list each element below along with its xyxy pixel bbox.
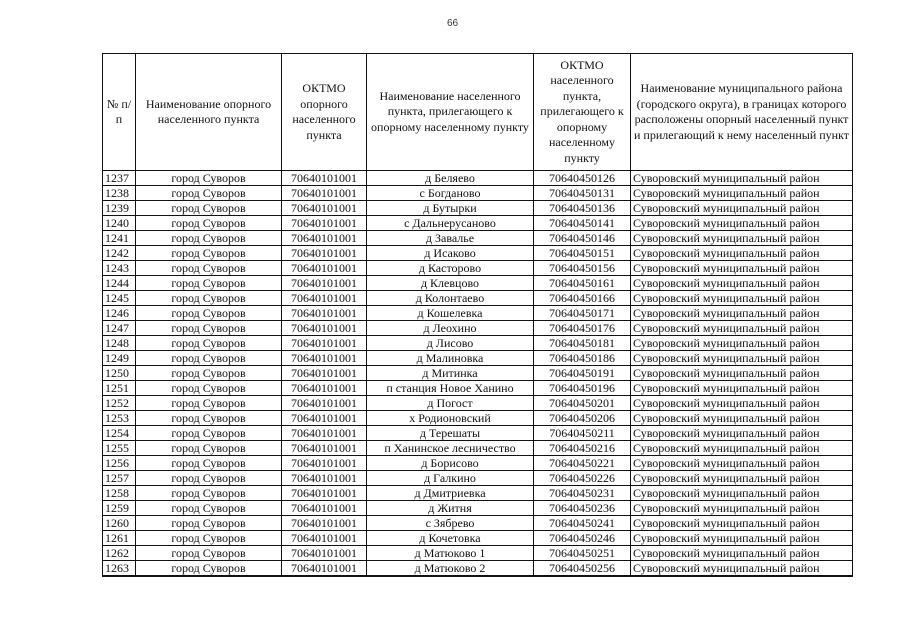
cell-hub-oktmo: 70640101001 [282,501,367,516]
cell-adjacent-name: д Кошелевка [367,306,534,321]
cell-adjacent-oktmo: 70640450146 [534,231,631,246]
cell-adjacent-oktmo: 70640450176 [534,321,631,336]
cell-hub-name: город Суворов [136,231,282,246]
cell-hub-name: город Суворов [136,561,282,577]
cell-municipality: Суворовский муниципальный район [631,276,853,291]
cell-hub-name: город Суворов [136,516,282,531]
cell-hub-name: город Суворов [136,456,282,471]
cell-hub-oktmo: 70640101001 [282,411,367,426]
cell-adjacent-name: д Исаково [367,246,534,261]
cell-hub-oktmo: 70640101001 [282,261,367,276]
cell-adjacent-oktmo: 70640450191 [534,366,631,381]
cell-hub-oktmo: 70640101001 [282,216,367,231]
cell-adjacent-name: д Малиновка [367,351,534,366]
cell-hub-oktmo: 70640101001 [282,516,367,531]
cell-num: 1240 [103,216,136,231]
table-row [103,486,853,501]
cell-adjacent-name: п станция Новое Ханино [367,381,534,396]
cell-municipality: Суворовский муниципальный район [631,351,853,366]
cell-num: 1237 [103,171,136,186]
cell-hub-name: город Суворов [136,291,282,306]
cell-municipality: Суворовский муниципальный район [631,531,853,546]
cell-num: 1243 [103,261,136,276]
cell-num: 1239 [103,201,136,216]
cell-municipality: Суворовский муниципальный район [631,471,853,486]
cell-adjacent-oktmo: 70640450251 [534,546,631,561]
cell-hub-oktmo: 70640101001 [282,276,367,291]
cell-hub-name: город Суворов [136,186,282,201]
cell-adjacent-oktmo: 70640450161 [534,276,631,291]
header-municipality: Наименование муниципального района (городского округа), в границах которого расположены опорный населенный пункт и прилегающий к нему населенный пункт [631,54,853,171]
cell-adjacent-oktmo: 70640450211 [534,426,631,441]
table-row [103,336,853,351]
table-row [103,321,853,336]
cell-hub-name: город Суворов [136,531,282,546]
header-hub-oktmo: ОКТМО опорного населенного пункта [282,54,367,171]
table-row [103,291,853,306]
table-row [103,246,853,261]
table-row [103,351,853,366]
cell-hub-oktmo: 70640101001 [282,426,367,441]
table-row [103,171,853,186]
cell-adjacent-oktmo: 70640450221 [534,456,631,471]
cell-adjacent-name: д Погост [367,396,534,411]
cell-adjacent-oktmo: 70640450231 [534,486,631,501]
cell-num: 1252 [103,396,136,411]
cell-adjacent-oktmo: 70640450166 [534,291,631,306]
cell-num: 1263 [103,561,136,577]
cell-num: 1245 [103,291,136,306]
cell-adjacent-oktmo: 70640450201 [534,396,631,411]
cell-adjacent-name: д Житня [367,501,534,516]
cell-hub-oktmo: 70640101001 [282,201,367,216]
cell-num: 1255 [103,441,136,456]
cell-hub-name: город Суворов [136,201,282,216]
cell-municipality: Суворовский муниципальный район [631,186,853,201]
cell-adjacent-name: д Матюково 2 [367,561,534,577]
cell-hub-name: город Суворов [136,171,282,186]
cell-adjacent-oktmo: 70640450236 [534,501,631,516]
cell-hub-oktmo: 70640101001 [282,231,367,246]
table-row [103,531,853,546]
cell-num: 1250 [103,366,136,381]
table-row [103,276,853,291]
cell-num: 1262 [103,546,136,561]
cell-municipality: Суворовский муниципальный район [631,366,853,381]
cell-hub-name: город Суворов [136,396,282,411]
cell-hub-oktmo: 70640101001 [282,471,367,486]
table-row [103,231,853,246]
cell-num: 1259 [103,501,136,516]
cell-adjacent-name: д Лисово [367,336,534,351]
cell-num: 1257 [103,471,136,486]
cell-municipality: Суворовский муниципальный район [631,171,853,186]
cell-hub-name: город Суворов [136,351,282,366]
header-adjacent-name: Наименование населенного пункта, прилегающего к опорному населенному пункту [367,54,534,171]
cell-adjacent-oktmo: 70640450206 [534,411,631,426]
table-row [103,216,853,231]
cell-adjacent-oktmo: 70640450131 [534,186,631,201]
cell-adjacent-name: с Зябрево [367,516,534,531]
cell-adjacent-name: д Беляево [367,171,534,186]
cell-hub-name: город Суворов [136,486,282,501]
cell-num: 1256 [103,456,136,471]
cell-adjacent-name: д Матюково 1 [367,546,534,561]
header-hub-name: Наименование опорного населенного пункта [136,54,282,171]
table-row [103,366,853,381]
cell-municipality: Суворовский муниципальный район [631,561,853,577]
cell-adjacent-oktmo: 70640450126 [534,171,631,186]
cell-adjacent-oktmo: 70640450226 [534,471,631,486]
cell-num: 1261 [103,531,136,546]
cell-municipality: Суворовский муниципальный район [631,246,853,261]
cell-hub-oktmo: 70640101001 [282,546,367,561]
cell-adjacent-name: с Богданово [367,186,534,201]
header-num: № п/п [103,54,136,171]
cell-adjacent-oktmo: 70640450181 [534,336,631,351]
table-row [103,516,853,531]
cell-municipality: Суворовский муниципальный район [631,411,853,426]
cell-municipality: Суворовский муниципальный район [631,216,853,231]
cell-num: 1258 [103,486,136,501]
cell-municipality: Суворовский муниципальный район [631,486,853,501]
cell-hub-oktmo: 70640101001 [282,561,367,577]
cell-num: 1260 [103,516,136,531]
cell-adjacent-oktmo: 70640450241 [534,516,631,531]
cell-hub-name: город Суворов [136,426,282,441]
table-row [103,546,853,561]
cell-num: 1249 [103,351,136,366]
cell-hub-oktmo: 70640101001 [282,336,367,351]
cell-adjacent-name: д Терешаты [367,426,534,441]
cell-municipality: Суворовский муниципальный район [631,546,853,561]
cell-num: 1247 [103,321,136,336]
cell-adjacent-name: д Леохино [367,321,534,336]
cell-adjacent-oktmo: 70640450246 [534,531,631,546]
cell-hub-name: город Суворов [136,381,282,396]
cell-adjacent-name: х Родионовский [367,411,534,426]
cell-hub-oktmo: 70640101001 [282,396,367,411]
cell-hub-oktmo: 70640101001 [282,306,367,321]
cell-adjacent-name: с Дальнерусаново [367,216,534,231]
cell-num: 1248 [103,336,136,351]
cell-adjacent-name: д Касторово [367,261,534,276]
cell-municipality: Суворовский муниципальный район [631,516,853,531]
cell-hub-oktmo: 70640101001 [282,246,367,261]
cell-hub-oktmo: 70640101001 [282,186,367,201]
cell-num: 1253 [103,411,136,426]
table-row [103,501,853,516]
cell-hub-name: город Суворов [136,366,282,381]
cell-adjacent-name: д Дмитриевка [367,486,534,501]
cell-hub-name: город Суворов [136,471,282,486]
cell-adjacent-name: д Борисово [367,456,534,471]
table-body [103,171,853,577]
cell-num: 1246 [103,306,136,321]
cell-adjacent-name: д Кочетовка [367,531,534,546]
cell-hub-name: город Суворов [136,501,282,516]
cell-municipality: Суворовский муниципальный район [631,426,853,441]
cell-hub-name: город Суворов [136,216,282,231]
cell-adjacent-oktmo: 70640450171 [534,306,631,321]
cell-hub-name: город Суворов [136,411,282,426]
cell-hub-name: город Суворов [136,546,282,561]
table-row [103,306,853,321]
cell-adjacent-name: д Галкино [367,471,534,486]
cell-adjacent-name: д Колонтаево [367,291,534,306]
cell-hub-oktmo: 70640101001 [282,366,367,381]
cell-num: 1244 [103,276,136,291]
cell-hub-name: город Суворов [136,321,282,336]
cell-adjacent-oktmo: 70640450151 [534,246,631,261]
cell-adjacent-name: д Завалье [367,231,534,246]
table-row [103,186,853,201]
cell-municipality: Суворовский муниципальный район [631,381,853,396]
cell-num: 1242 [103,246,136,261]
cell-adjacent-name: д Бутырки [367,201,534,216]
table-row [103,411,853,426]
cell-hub-name: город Суворов [136,276,282,291]
cell-adjacent-name: д Клевцово [367,276,534,291]
cell-adjacent-name: п Ханинское лесничество [367,441,534,456]
cell-hub-oktmo: 70640101001 [282,486,367,501]
cell-adjacent-oktmo: 70640450216 [534,441,631,456]
cell-municipality: Суворовский муниципальный район [631,201,853,216]
table-header-row [103,54,853,171]
cell-municipality: Суворовский муниципальный район [631,336,853,351]
table-row [103,441,853,456]
table-row [103,396,853,411]
cell-hub-name: город Суворов [136,261,282,276]
cell-hub-name: город Суворов [136,246,282,261]
cell-num: 1254 [103,426,136,441]
table-row [103,561,853,577]
cell-municipality: Суворовский муниципальный район [631,291,853,306]
cell-adjacent-oktmo: 70640450141 [534,216,631,231]
cell-municipality: Суворовский муниципальный район [631,396,853,411]
table-row [103,381,853,396]
table-row [103,456,853,471]
table-row [103,471,853,486]
cell-adjacent-oktmo: 70640450186 [534,351,631,366]
cell-adjacent-oktmo: 70640450256 [534,561,631,577]
cell-municipality: Суворовский муниципальный район [631,441,853,456]
cell-num: 1238 [103,186,136,201]
cell-hub-oktmo: 70640101001 [282,171,367,186]
cell-num: 1241 [103,231,136,246]
cell-adjacent-oktmo: 70640450156 [534,261,631,276]
cell-municipality: Суворовский муниципальный район [631,456,853,471]
table-row [103,426,853,441]
cell-adjacent-oktmo: 70640450136 [534,201,631,216]
cell-hub-oktmo: 70640101001 [282,531,367,546]
cell-hub-oktmo: 70640101001 [282,381,367,396]
table-row [103,261,853,276]
cell-adjacent-oktmo: 70640450196 [534,381,631,396]
table-row [103,201,853,216]
cell-municipality: Суворовский муниципальный район [631,231,853,246]
cell-adjacent-name: д Митинка [367,366,534,381]
cell-municipality: Суворовский муниципальный район [631,261,853,276]
page-number: 66 [446,18,459,29]
cell-hub-name: город Суворов [136,306,282,321]
settlements-table [102,53,853,577]
cell-hub-oktmo: 70640101001 [282,456,367,471]
cell-num: 1251 [103,381,136,396]
cell-hub-name: город Суворов [136,441,282,456]
cell-municipality: Суворовский муниципальный район [631,321,853,336]
cell-hub-oktmo: 70640101001 [282,291,367,306]
cell-municipality: Суворовский муниципальный район [631,501,853,516]
cell-hub-oktmo: 70640101001 [282,351,367,366]
cell-hub-oktmo: 70640101001 [282,321,367,336]
cell-hub-name: город Суворов [136,336,282,351]
cell-hub-oktmo: 70640101001 [282,441,367,456]
header-adjacent-oktmo: ОКТМО населенного пункта, прилегающего к опорному населенному пункту [534,54,631,171]
cell-municipality: Суворовский муниципальный район [631,306,853,321]
